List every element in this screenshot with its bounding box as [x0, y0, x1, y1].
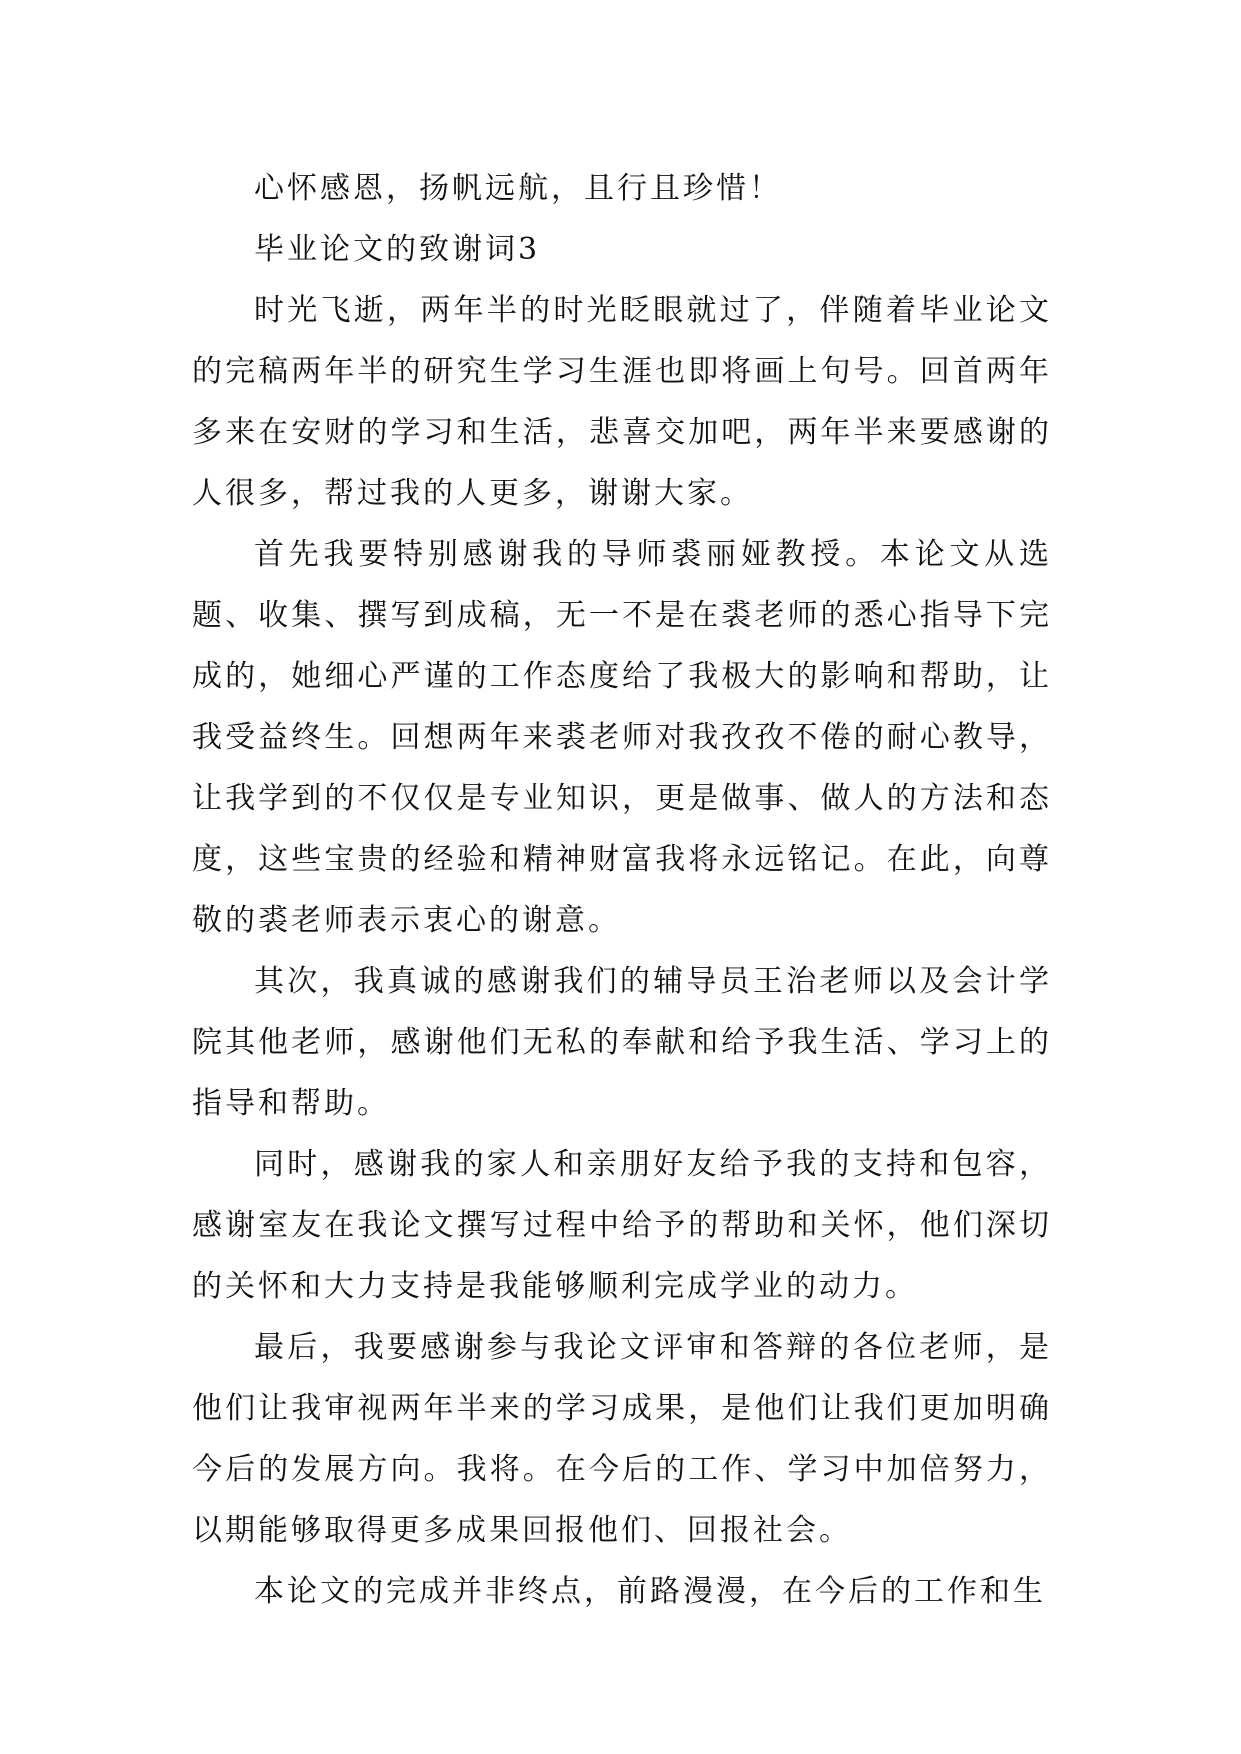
paragraph-advisor: 首先我要特别感谢我的导师裘丽娅教授。本论文从选题、收集、撰写到成稿，无一不是在裘老师的悉心指导下完成的，她细心严谨的工作态度给了我极大的影响和帮助，让我受益终生。回想两年来裘老师对我孜孜不倦的耐心教导，让我学到的不仅仅是专业知识，更是做事、做人的方法和态度，这些宝贵的经验和精神财富我将永远铭记。在此，向尊敬的裘老师表示衷心的谢意。 [192, 537, 1052, 938]
paragraph-family: 同时，感谢我的家人和亲朋好友给予我的支持和包容，感谢室友在我论文撰写过程中给予的帮助和关怀，他们深切的关怀和大力支持是我能够顺利完成学业的动力。 [192, 1147, 1052, 1304]
document-body [192, 158, 1052, 1622]
paragraph-intro: 时光飞逝，两年半的时光眨眼就过了，伴随着毕业论文的完稿两年半的研究生学习生涯也即将画上句号。回首两年多来在安财的学习和生活，悲喜交加吧，两年半来要感谢的人很多，帮过我的人更多，谢谢大家。 [192, 293, 1052, 511]
closing-line: 心怀感恩，扬帆远航，且行且珍惜！ [254, 171, 782, 206]
paragraph-continuation: 本论文的完成并非终点，前路漫漫，在今后的工作和生 [254, 1574, 1046, 1609]
section-heading: 毕业论文的致谢词3 [254, 232, 541, 267]
paragraph-counselor: 其次，我真诚的感谢我们的辅导员王治老师以及会计学院其他老师，感谢他们无私的奉献和给予我生活、学习上的指导和帮助。 [192, 964, 1052, 1121]
paragraph-reviewers: 最后，我要感谢参与我论文评审和答辩的各位老师，是他们让我审视两年半来的学习成果，是他们让我们更加明确今后的发展方向。我将。在今后的工作、学习中加倍努力，以期能够取得更多成果回报他们、回报社会。 [192, 1330, 1052, 1548]
